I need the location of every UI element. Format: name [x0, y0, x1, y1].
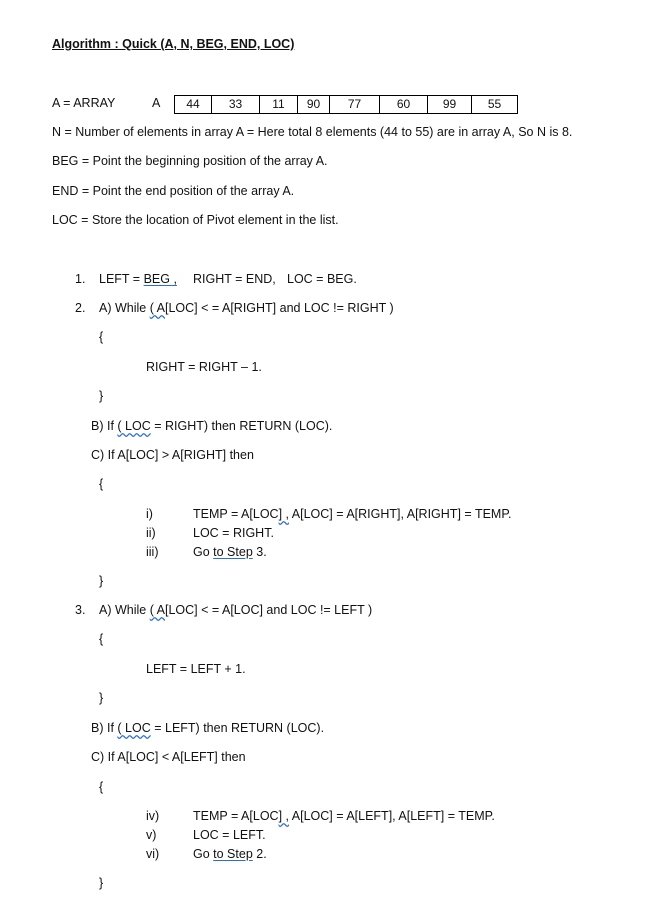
step3-while-sq: ( A — [149, 603, 165, 617]
step2-while-sq: ( A — [149, 301, 165, 315]
step1-line — [99, 271, 177, 287]
swap-sq: ] , — [278, 507, 289, 521]
swap-text: A[LOC] = A[RIGHT], A[RIGHT] = TEMP. — [289, 507, 512, 521]
array-cell: 11 — [259, 96, 297, 113]
brace-close: } — [99, 876, 104, 890]
step-number: 3. — [75, 603, 86, 617]
array-name: A — [152, 96, 161, 110]
step2-while-post: [LOC] < = A[RIGHT] and LOC != RIGHT ) — [165, 301, 394, 315]
brace-open: { — [99, 330, 104, 344]
roman-label: i) — [146, 507, 153, 521]
goto-line — [193, 846, 267, 862]
step2-while — [99, 300, 394, 316]
step3-cond: C) If A[LOC] < A[LEFT] then — [91, 750, 246, 764]
step1-beg: BEG , — [143, 272, 177, 286]
roman-label: vi) — [146, 847, 160, 861]
step3-if-post: = LEFT) then RETURN (LOC). — [150, 721, 325, 735]
goto-step: to Step — [213, 545, 253, 559]
page-title: Algorithm : Quick (A, N, BEG, END, LOC) — [52, 37, 295, 51]
def-loc: LOC = Store the location of Pivot element in the list. — [52, 213, 339, 227]
goto-text: Go — [193, 847, 214, 861]
step3-while-post: [LOC] < = A[LOC] and LOC != LEFT ) — [165, 603, 373, 617]
step2-if-pre: B) If — [91, 419, 118, 433]
brace-close: } — [99, 691, 104, 705]
goto-line — [193, 544, 267, 560]
def-n: N = Number of elements in array A = Here total 8 elements (44 to 55) are in array A, So N is 8. — [52, 125, 573, 139]
swap-text: TEMP = A[LOC — [193, 507, 279, 521]
roman-label: iii) — [146, 545, 159, 559]
swap-text: TEMP = A[LOC — [193, 809, 279, 823]
step-number: 2. — [75, 301, 86, 315]
goto-text: 3. — [252, 545, 267, 559]
array-cell: 77 — [329, 96, 379, 113]
roman-label: ii) — [146, 526, 156, 540]
array-cell: 99 — [427, 96, 471, 113]
swap-text: A[LOC] = A[LEFT], A[LEFT] = TEMP. — [289, 809, 495, 823]
array-cell: 55 — [471, 96, 517, 113]
step3-body: LEFT = LEFT + 1. — [146, 662, 246, 676]
step2-if — [91, 418, 332, 434]
step1-text: LEFT = — [99, 272, 144, 286]
step2-if-sq: ( LOC — [117, 419, 151, 433]
step2-cond: C) If A[LOC] > A[RIGHT] then — [91, 448, 254, 462]
step3-if-sq: ( LOC — [117, 721, 151, 735]
swap-line — [193, 808, 495, 824]
assign-line: LOC = RIGHT. — [193, 526, 274, 540]
step-number: 1. — [75, 272, 86, 286]
def-end: END = Point the end position of the array A. — [52, 184, 295, 198]
goto-step: to Step — [213, 847, 253, 861]
swap-line — [193, 506, 512, 522]
step3-while — [99, 602, 372, 618]
assign-line: LOC = LEFT. — [193, 828, 266, 842]
brace-close: } — [99, 389, 104, 403]
array-cell: 33 — [211, 96, 259, 113]
step1-right: RIGHT = END, — [193, 272, 276, 286]
brace-open: { — [99, 477, 104, 491]
brace-open: { — [99, 780, 104, 794]
roman-label: v) — [146, 828, 157, 842]
step3-if — [91, 720, 324, 736]
array-label: A = ARRAY — [52, 96, 116, 110]
step2-body: RIGHT = RIGHT – 1. — [146, 360, 262, 374]
brace-open: { — [99, 632, 104, 646]
step1-loc: LOC = BEG. — [287, 272, 357, 286]
step3-if-pre: B) If — [91, 721, 118, 735]
goto-text: Go — [193, 545, 214, 559]
def-beg: BEG = Point the beginning position of the array A. — [52, 154, 328, 168]
array-cell: 44 — [186, 97, 200, 111]
step3-while-pre: A) While — [99, 603, 150, 617]
brace-close: } — [99, 574, 104, 588]
swap-sq: ] , — [278, 809, 289, 823]
step2-while-pre: A) While — [99, 301, 150, 315]
step2-if-post: = RIGHT) then RETURN (LOC). — [150, 419, 333, 433]
roman-label: iv) — [146, 809, 160, 823]
goto-text: 2. — [252, 847, 267, 861]
array-table — [174, 95, 518, 114]
array-cell: 60 — [379, 96, 427, 113]
array-cell: 90 — [297, 96, 329, 113]
